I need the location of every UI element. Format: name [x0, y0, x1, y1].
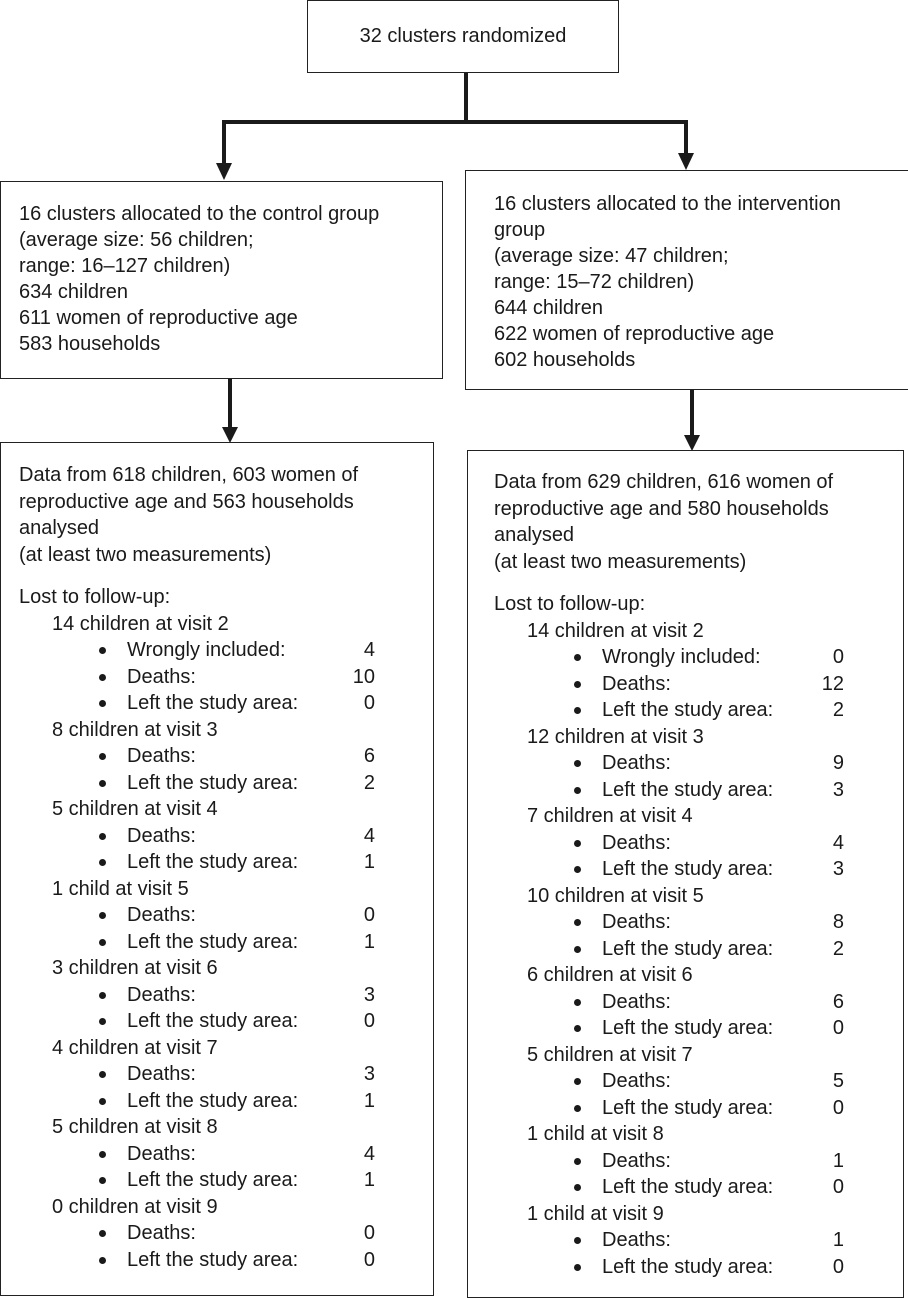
intervention-loss-item — [494, 1095, 903, 1122]
intervention-loss-item — [494, 1254, 903, 1281]
loss-count: 4 — [363, 639, 375, 661]
intervention-visit-title: 10 children at visit 5 — [527, 884, 704, 907]
intervention-visit-title: 5 children at visit 7 — [527, 1043, 693, 1066]
intervention-loss-item — [494, 856, 903, 883]
control-allocation-line: 611 women of reproductive age — [19, 307, 298, 329]
intervention-loss-item — [494, 1174, 903, 1201]
bullet-icon — [99, 1257, 106, 1264]
arrowhead-control-analysis — [222, 427, 238, 443]
control-allocation-line: 16 clusters allocated to the control group — [19, 203, 380, 225]
control-loss-item — [19, 982, 433, 1009]
loss-reason: Deaths: — [602, 1229, 671, 1251]
loss-reason: Deaths: — [602, 990, 671, 1013]
control-analysis-box — [0, 442, 434, 1296]
loss-reason: Deaths: — [602, 1149, 671, 1172]
intervention-loss-item — [494, 1227, 903, 1254]
intervention-loss-item — [494, 750, 903, 777]
loss-reason: Deaths: — [602, 1070, 671, 1092]
bullet-icon — [574, 840, 581, 847]
loss-count: 0 — [363, 1010, 375, 1032]
intervention-allocation-line: 644 children — [494, 297, 603, 319]
intervention-lost-label: Lost to follow-up: — [494, 593, 646, 615]
loss-reason: Left the study area: — [127, 1010, 299, 1032]
control-visit-title: 1 child at visit 5 — [52, 877, 189, 900]
bullet-icon — [99, 939, 106, 946]
arrowhead-intervention-analysis — [684, 435, 700, 451]
loss-reason: Deaths: — [127, 745, 196, 767]
bullet-icon — [99, 833, 106, 840]
bullet-icon — [574, 946, 581, 953]
bullet-icon — [99, 1177, 106, 1184]
control-loss-item — [19, 690, 433, 717]
loss-reason: Left the study area: — [127, 692, 299, 714]
loss-reason: Left the study area: — [602, 699, 774, 721]
control-visit-title: 5 children at visit 8 — [52, 1116, 218, 1138]
control-visit-title: 4 children at visit 7 — [52, 1036, 218, 1059]
control-visit-title: 8 children at visit 3 — [52, 718, 218, 741]
intervention-loss-item — [494, 909, 903, 936]
arrowhead-control — [216, 163, 232, 180]
loss-reason: Left the study area: — [602, 1017, 774, 1039]
intervention-summary-line: reproductive age and 580 households — [494, 497, 829, 520]
loss-count: 0 — [832, 1255, 844, 1278]
loss-count: 0 — [832, 1096, 844, 1119]
loss-reason: Left the study area: — [127, 1089, 299, 1112]
loss-reason: Deaths: — [127, 1063, 196, 1085]
intervention-visit-title: 6 children at visit 6 — [527, 964, 693, 986]
loss-count: 3 — [832, 778, 844, 801]
bullet-icon — [99, 859, 106, 866]
loss-count: 0 — [832, 1017, 844, 1039]
bullet-icon — [574, 1237, 581, 1244]
control-loss-item — [19, 1247, 433, 1274]
loss-reason: Left the study area: — [127, 851, 299, 873]
loss-reason: Deaths: — [127, 904, 196, 926]
loss-reason: Deaths: — [602, 831, 671, 854]
control-loss-item — [19, 1061, 433, 1088]
bullet-icon — [574, 866, 581, 873]
loss-count: 0 — [363, 904, 375, 926]
randomization-box — [307, 0, 619, 73]
arrowhead-intervention — [678, 153, 694, 170]
bullet-icon — [574, 1105, 581, 1112]
bullet-icon — [574, 919, 581, 926]
loss-reason: Left the study area: — [127, 1169, 299, 1191]
loss-count: 1 — [363, 1169, 375, 1191]
bullet-icon — [99, 780, 106, 787]
loss-count: 1 — [832, 1229, 844, 1251]
loss-reason: Left the study area: — [602, 858, 774, 880]
bullet-icon — [574, 707, 581, 714]
intervention-summary-line: Data from 629 children, 616 women of — [494, 471, 834, 493]
loss-reason: Left the study area: — [127, 930, 299, 953]
control-loss-item — [19, 1008, 433, 1035]
loss-count: 12 — [821, 672, 844, 695]
intervention-loss-item — [494, 777, 903, 804]
loss-reason: Left the study area: — [602, 1255, 774, 1278]
intervention-loss-item — [494, 671, 903, 698]
control-loss-item — [19, 664, 433, 691]
control-summary-line: analysed — [19, 517, 100, 539]
intervention-allocation-line: range: 15–72 children) — [494, 271, 695, 293]
intervention-analysis-box — [467, 450, 904, 1298]
loss-reason: Left the study area: — [602, 937, 774, 960]
loss-count: 4 — [832, 831, 844, 854]
randomization-label: 32 clusters randomized — [359, 25, 567, 47]
control-loss-item — [19, 1088, 433, 1115]
intervention-summary-line: (at least two measurements) — [494, 550, 747, 573]
intervention-loss-item — [494, 644, 903, 671]
bullet-icon — [99, 753, 106, 760]
intervention-visit-title: 7 children at visit 4 — [527, 805, 693, 827]
loss-count: 0 — [832, 646, 844, 668]
control-allocation-line: 583 households — [19, 333, 161, 355]
bullet-icon — [574, 1158, 581, 1165]
loss-reason: Left the study area: — [602, 778, 774, 801]
intervention-loss-item — [494, 989, 903, 1016]
loss-count: 5 — [832, 1070, 844, 1092]
loss-count: 0 — [363, 1248, 375, 1271]
bullet-icon — [99, 1071, 106, 1078]
loss-count: 3 — [363, 1063, 375, 1085]
bullet-icon — [574, 1184, 581, 1191]
loss-count: 2 — [363, 771, 375, 794]
loss-count: 6 — [363, 745, 375, 767]
loss-count: 1 — [363, 1089, 375, 1112]
control-summary-line: reproductive age and 563 households — [19, 490, 354, 513]
intervention-loss-item — [494, 1068, 903, 1095]
intervention-summary-line: analysed — [494, 524, 575, 546]
loss-reason: Deaths: — [602, 911, 671, 933]
control-loss-item — [19, 1141, 433, 1168]
control-summary-line: Data from 618 children, 603 women of — [19, 464, 359, 486]
loss-reason: Deaths: — [127, 665, 196, 688]
control-allocation-box — [0, 181, 443, 379]
control-loss-item — [19, 929, 433, 956]
control-loss-item — [19, 770, 433, 797]
bullet-icon — [99, 674, 106, 681]
loss-reason: Deaths: — [127, 983, 196, 1006]
bullet-icon — [574, 999, 581, 1006]
control-loss-item — [19, 1220, 433, 1247]
intervention-allocation-line: group — [494, 219, 546, 241]
bullet-icon — [99, 912, 106, 919]
bullet-icon — [99, 1018, 106, 1025]
intervention-allocation-line: 622 women of reproductive age — [494, 323, 775, 345]
intervention-loss-item — [494, 1015, 903, 1042]
bullet-icon — [574, 787, 581, 794]
loss-count: 1 — [832, 1149, 844, 1172]
intervention-allocation-line: 16 clusters allocated to the intervention — [494, 193, 841, 215]
bullet-icon — [99, 1230, 106, 1237]
bullet-icon — [574, 654, 581, 661]
loss-count: 10 — [352, 665, 375, 688]
loss-count: 6 — [832, 990, 844, 1013]
intervention-allocation-box — [465, 170, 908, 390]
control-loss-item — [19, 902, 433, 929]
loss-count: 2 — [832, 699, 844, 721]
loss-count: 1 — [363, 930, 375, 953]
control-lost-label: Lost to follow-up: — [19, 586, 171, 608]
loss-count: 0 — [363, 692, 375, 714]
intervention-allocation-line: (average size: 47 children; — [494, 245, 729, 267]
control-visit-title: 0 children at visit 9 — [52, 1195, 218, 1218]
loss-count: 9 — [832, 752, 844, 774]
intervention-loss-item — [494, 697, 903, 724]
loss-count: 3 — [832, 858, 844, 880]
loss-reason: Left the study area: — [602, 1176, 774, 1198]
control-loss-item — [19, 1167, 433, 1194]
loss-count: 0 — [832, 1176, 844, 1198]
loss-count: 3 — [363, 983, 375, 1006]
control-allocation-line: 634 children — [19, 281, 128, 303]
intervention-spacer — [494, 575, 903, 591]
bullet-icon — [574, 1264, 581, 1271]
control-allocation-line: range: 16–127 children) — [19, 255, 231, 277]
bullet-icon — [99, 992, 106, 999]
bullet-icon — [99, 1098, 106, 1105]
loss-reason: Deaths: — [127, 1222, 196, 1244]
bullet-icon — [574, 681, 581, 688]
intervention-visit-title: 14 children at visit 2 — [527, 619, 704, 642]
loss-count: 0 — [363, 1222, 375, 1244]
loss-count: 1 — [363, 851, 375, 873]
control-spacer — [19, 568, 433, 584]
loss-reason: Left the study area: — [602, 1096, 774, 1119]
loss-reason: Left the study area: — [127, 771, 299, 794]
control-visit-title: 14 children at visit 2 — [52, 612, 229, 635]
intervention-visit-title: 1 child at visit 8 — [527, 1123, 664, 1145]
loss-reason: Wrongly included: — [127, 639, 286, 661]
intervention-loss-item — [494, 1148, 903, 1175]
intervention-visit-title: 1 child at visit 9 — [527, 1202, 664, 1225]
bullet-icon — [99, 700, 106, 707]
loss-reason: Deaths: — [127, 824, 196, 847]
intervention-allocation-line: 602 households — [494, 349, 636, 371]
bullet-icon — [99, 1151, 106, 1158]
loss-reason: Wrongly included: — [602, 646, 761, 668]
bullet-icon — [574, 1025, 581, 1032]
intervention-visit-title: 12 children at visit 3 — [527, 725, 704, 748]
control-loss-item — [19, 849, 433, 876]
loss-count: 2 — [832, 937, 844, 960]
control-loss-item — [19, 743, 433, 770]
control-allocation-line: (average size: 56 children; — [19, 229, 254, 251]
control-summary-line: (at least two measurements) — [19, 543, 272, 566]
loss-reason: Left the study area: — [127, 1248, 299, 1271]
control-loss-item — [19, 637, 433, 664]
bullet-icon — [574, 760, 581, 767]
intervention-loss-item — [494, 830, 903, 857]
intervention-loss-item — [494, 936, 903, 963]
loss-count: 8 — [832, 911, 844, 933]
bullet-icon — [99, 647, 106, 654]
loss-count: 4 — [363, 824, 375, 847]
loss-reason: Deaths: — [602, 672, 671, 695]
loss-reason: Deaths: — [602, 752, 671, 774]
control-visit-title: 3 children at visit 6 — [52, 957, 218, 979]
bullet-icon — [574, 1078, 581, 1085]
loss-reason: Deaths: — [127, 1142, 196, 1165]
control-loss-item — [19, 823, 433, 850]
loss-count: 4 — [363, 1142, 375, 1165]
control-visit-title: 5 children at visit 4 — [52, 798, 218, 820]
